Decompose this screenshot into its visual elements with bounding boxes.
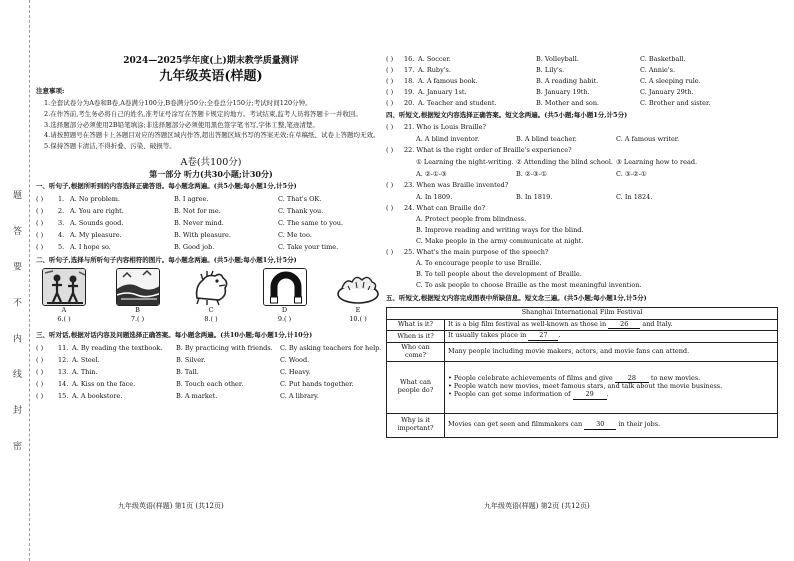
page-1 <box>36 50 386 403</box>
option-b: B. With pleasure. <box>174 230 231 239</box>
answer-bracket[interactable]: ( ) <box>386 98 394 107</box>
table-row <box>387 319 778 331</box>
questions-16-20 <box>386 54 786 109</box>
picture-label: E <box>355 305 361 314</box>
question-number: 2. <box>58 206 65 215</box>
option-b: B. Silver. <box>176 356 206 365</box>
answer-slot[interactable]: 6.( ) <box>57 315 71 324</box>
option-c: C. That's OK. <box>278 194 322 203</box>
question-text: 25. What's the main purpose of the speech? <box>404 248 549 257</box>
row-content <box>445 319 778 331</box>
option-a: A. Sounds good. <box>70 218 124 227</box>
answer-slot[interactable]: 8.( ) <box>204 315 218 324</box>
option-c: C. ③-②-① <box>616 169 647 178</box>
table-row <box>387 343 778 362</box>
binding-margin <box>0 0 30 561</box>
option-c: C. Annie's. <box>640 65 676 74</box>
option-b: B. Mother and son. <box>536 98 600 107</box>
note-item: 4.请按照题号在答题卡上各题目对应的答题区域内作答,超出答题区域书写的答案无效;在草稿纸、试卷上答题均无效。 <box>44 131 380 140</box>
question-row <box>36 391 386 403</box>
option-c: C. A famous writer. <box>616 134 680 143</box>
text: . <box>606 390 609 399</box>
bullet-item: • People watch new movies, meet famous stars, and talk about the movie business. <box>448 382 723 391</box>
option-a: A. A bookstore. <box>72 392 123 401</box>
option-c: C. Brother and sister. <box>640 98 711 107</box>
part-1-title: 第一部分 听力(共30小题;计30分) <box>149 169 273 180</box>
text: Movies can get seen and filmmakers can <box>448 419 583 428</box>
note-item: 1.全套试卷分为A卷和B卷,A卷满分100分,B卷满分50分;全卷总分150分;考试时间120分钟。 <box>44 99 312 108</box>
page-2 <box>386 54 786 438</box>
picture-b <box>114 268 162 325</box>
answer-bracket[interactable]: ( ) <box>36 230 44 239</box>
option-a: A. Ruby's. <box>418 65 451 74</box>
blank-27[interactable]: 27 <box>528 332 558 341</box>
option-a: A. Protect people from blindness. <box>416 215 527 224</box>
text: People celebrate achievements of films and give <box>453 373 613 382</box>
option-c: C. Put hands together. <box>280 380 354 389</box>
text: . <box>558 331 561 340</box>
table-row <box>387 361 778 413</box>
answer-slot[interactable]: 9.( ) <box>277 315 292 324</box>
question-number: 5. <box>58 242 65 251</box>
question-number: 20. <box>404 98 415 107</box>
note-item: 2.在作答前,考生务必将自己的姓名,准考证号涂写在答题卡规定的地方。考试结束,监考人员将答题卡一并收回。 <box>44 109 362 118</box>
option-c: C. By asking teachers for help. <box>280 344 382 353</box>
question-number: 1. <box>58 194 65 203</box>
picture-a <box>40 268 88 325</box>
dragon-image <box>189 268 233 306</box>
question-row <box>36 218 386 230</box>
question-25 <box>386 248 786 259</box>
picture-options <box>36 268 386 325</box>
section-3-heading: 三、听对话,根据对话内容及问题选择正确答案。每小题念两遍。(共10小题;每小题1分,计10分) <box>36 331 313 340</box>
option-a: A. ②-①-③ <box>416 169 447 178</box>
answer-bracket[interactable]: ( ) <box>386 248 394 257</box>
option-b: B. Lily's. <box>536 65 565 74</box>
film-festival-table <box>386 307 778 438</box>
question-21 <box>386 123 786 134</box>
question-number: 11. <box>58 344 69 353</box>
exam-subtitle: 九年级英语(样题) <box>159 68 263 84</box>
walking-people-image <box>42 268 86 306</box>
section-3-questions <box>36 343 386 403</box>
options-22 <box>386 169 786 181</box>
question-text: 21. Who is Louis Braille? <box>404 123 486 132</box>
answer-bracket[interactable]: ( ) <box>36 218 44 227</box>
answer-bracket[interactable]: ( ) <box>386 181 394 190</box>
section-1-questions <box>36 194 386 254</box>
answer-bracket[interactable]: ( ) <box>36 368 44 377</box>
notes-heading: 注意事项: <box>36 87 65 96</box>
question-row <box>386 98 786 109</box>
option-b: B. By practicing with friends. <box>176 344 273 353</box>
option-a: A. By reading the textbook. <box>72 344 163 353</box>
picture-d <box>261 268 309 325</box>
option-b: B. Good job. <box>174 242 215 251</box>
section-5-heading: 五、听短文,根据短文内容完成图表中所缺信息。短文念三遍。(共5小题;每小题1分,计5分) <box>386 293 647 302</box>
answer-bracket[interactable]: ( ) <box>36 356 44 365</box>
table-row <box>387 331 778 343</box>
blank-30[interactable]: 30 <box>584 421 616 430</box>
answer-bracket[interactable]: ( ) <box>36 380 44 389</box>
question-row <box>386 76 786 87</box>
option-a: A. You are right. <box>70 206 124 215</box>
question-number: 4. <box>58 230 65 239</box>
question-row <box>386 54 786 65</box>
answer-bracket[interactable]: ( ) <box>386 65 394 74</box>
question-number: 12. <box>58 356 69 365</box>
option-c: C. A library. <box>280 392 319 401</box>
option-a: A. Kiss on the face. <box>72 380 136 389</box>
answer-bracket[interactable]: ( ) <box>36 194 44 203</box>
picture-c <box>187 268 235 325</box>
exam-title: 2024—2025学年度(上)期末教学质量测评 <box>123 56 299 66</box>
row-content <box>445 361 778 413</box>
section-4-heading: 四、听短文,根据短文内容选择正确答案。短文念两遍。(共5小题;每小题1分,计5分) <box>386 111 628 119</box>
text: People can get some information of <box>453 390 571 399</box>
option-b: B. January 19th. <box>536 87 590 96</box>
text: People watch new movies, meet famous stars, and talk about the movie business. <box>453 382 723 391</box>
question-text: 24. What can Braille do? <box>404 204 486 213</box>
picture-label: B <box>135 305 140 314</box>
row-content <box>445 331 778 343</box>
option-a: A. Thin. <box>72 368 98 377</box>
question-number: 19. <box>404 87 415 96</box>
answer-bracket[interactable]: ( ) <box>36 392 44 401</box>
question-22 <box>386 146 786 157</box>
option-a: A. No problem. <box>70 194 120 203</box>
option-a: A. Steel. <box>72 356 100 365</box>
option-b: B. To tell people about the development of Braille. <box>416 270 582 279</box>
question-row <box>36 355 386 367</box>
row-label: Why is it important? <box>387 413 445 437</box>
options-21 <box>386 134 786 146</box>
option-b: B. ②-③-① <box>516 169 547 178</box>
row-content <box>445 413 778 437</box>
row-label: When is it? <box>387 331 445 343</box>
option-c: C. Wood. <box>280 356 310 365</box>
section-1-heading: 一、听句子,根据所听到的内容选择正确答语。每小题念两遍。(共5小题;每小题1分,计5分) <box>36 182 297 190</box>
blank-29[interactable]: 29 <box>573 391 607 400</box>
question-23 <box>386 181 786 192</box>
question-row <box>36 379 386 391</box>
option-b: B. A blind teacher. <box>516 134 577 143</box>
option-b: B. Never mind. <box>174 218 224 227</box>
answer-bracket[interactable]: ( ) <box>386 87 394 96</box>
row-label: What can people do? <box>387 361 445 413</box>
option-c: C. Me too. <box>278 230 312 239</box>
question-number: 3. <box>58 218 65 227</box>
answer-bracket[interactable]: ( ) <box>386 76 394 85</box>
question-number: 17. <box>404 65 415 74</box>
bullet-item: • People celebrate achievements of films and give 28 to new movies. <box>448 373 701 382</box>
section-a-title: A卷(共100分) <box>180 157 242 169</box>
option-c: C. Heavy. <box>280 368 311 377</box>
blank-26[interactable]: 26 <box>608 321 640 330</box>
answer-slot[interactable]: 10.( ) <box>349 315 367 324</box>
option-c: C. The same to you. <box>278 218 344 227</box>
table-row <box>387 413 778 437</box>
option-a: A. Teacher and student. <box>418 98 497 107</box>
picture-label: A <box>61 305 67 314</box>
option-a: A. To encourage people to use Braille. <box>416 259 542 268</box>
picture-label: D <box>281 305 288 314</box>
option-c: C. January 29th. <box>640 87 694 96</box>
question-number: 18. <box>404 76 415 85</box>
option-a: A. A famous book. <box>418 76 478 85</box>
answer-bracket[interactable]: ( ) <box>36 242 44 251</box>
row-content: Many people including movie makers, actors, and movie fans can attend. <box>445 343 778 362</box>
option-c: C. Take your time. <box>278 242 339 251</box>
item-1: ① Learning the night-writing. <box>416 157 514 166</box>
item-3: ③ Learning how to read. <box>616 157 698 166</box>
question-row <box>36 206 386 218</box>
options-23 <box>386 192 786 204</box>
page-1-footer: 九年级英语(样题) 第1页 (共12页) <box>118 502 224 510</box>
blank-28[interactable]: 28 <box>615 375 649 384</box>
option-b: B. Improve reading and writing ways for the blind. <box>416 226 584 235</box>
question-number: 14. <box>58 380 69 389</box>
option-b: B. Tall. <box>176 368 199 377</box>
option-a: A. My pleasure. <box>70 230 122 239</box>
answer-bracket[interactable]: ( ) <box>386 123 394 132</box>
answer-slot[interactable]: 7.( ) <box>130 315 145 324</box>
option-c: C. Thank you. <box>278 206 324 215</box>
binding-instruction: 题 答 要 不 内 线 封 密 <box>11 190 21 463</box>
question-number: 16. <box>404 54 415 63</box>
text: to new movies. <box>650 373 701 382</box>
question-row <box>36 194 386 206</box>
option-a: A. A blind inventor. <box>416 134 480 143</box>
answer-bracket[interactable]: ( ) <box>386 54 394 63</box>
landscape-image <box>116 268 160 306</box>
question-row <box>386 87 786 98</box>
option-c: C. To ask people to choose Braille as the most meaningful invention. <box>416 281 642 290</box>
text: It is a big film festival as well-known as those in <box>448 319 607 328</box>
question-row <box>386 65 786 76</box>
bullet-item: • People can get some information of 29 . <box>448 390 609 399</box>
text: It usually takes place in <box>448 331 527 340</box>
magnet-image <box>263 268 307 306</box>
option-a: A. Soccer. <box>418 54 451 63</box>
option-b: B. I agree. <box>174 194 209 203</box>
option-b: B. A market. <box>176 392 218 401</box>
option-b: B. Not for me. <box>174 206 221 215</box>
row-label: Who can come? <box>387 343 445 362</box>
question-number: 13. <box>58 368 69 377</box>
option-a: A. I hope so. <box>70 242 111 251</box>
note-item: 3.选择题部分必须使用2B铅笔填涂;非选择题部分必须使用黑色签字笔书写,字体工整,笔迹清楚。 <box>44 120 319 129</box>
picture-label: C <box>208 305 214 314</box>
option-b: B. In 1819. <box>516 192 553 201</box>
option-c: C. In 1824. <box>616 192 653 201</box>
row-label: What is it? <box>387 319 445 331</box>
text: and Italy. <box>642 319 673 328</box>
page-2-footer: 九年级英语(样题) 第2页 (共12页) <box>484 502 590 510</box>
table-title: Shanghai International Film Festival <box>387 307 778 319</box>
option-a: A. In 1809. <box>416 192 453 201</box>
option-c: C. Basketball. <box>640 54 686 63</box>
answer-bracket[interactable]: ( ) <box>386 204 394 213</box>
option-b: B. Volleyball. <box>536 54 579 63</box>
question-24 <box>386 204 786 215</box>
question-text: 23. When was Braille invented? <box>404 181 509 190</box>
item-2: ② Attending the blind school. <box>516 157 613 166</box>
option-c: C. Make people in the army communicate at night. <box>416 237 584 246</box>
items-22 <box>386 157 786 169</box>
option-c: C. A sleeping rule. <box>640 76 701 85</box>
question-row <box>36 343 386 355</box>
section-2-heading: 二、听句子,选择与所听句子内容相符的图片。每小题念两遍。(共5小题;每小题1分,计5分) <box>36 255 297 264</box>
question-row <box>36 230 386 242</box>
question-text: 22. What is the right order of Braille's experience? <box>404 146 572 155</box>
question-row <box>36 242 386 254</box>
option-b: B. Touch each other. <box>176 380 244 389</box>
text: in their jobs. <box>618 419 661 428</box>
answer-bracket[interactable]: ( ) <box>36 206 44 215</box>
dumplings-image <box>336 268 380 306</box>
answer-bracket[interactable]: ( ) <box>386 146 394 155</box>
note-item: 5.保持答题卡清洁,不得折叠、污染、破损等。 <box>44 142 176 151</box>
picture-e <box>334 268 382 325</box>
option-b: B. A reading habit. <box>536 76 599 85</box>
answer-bracket[interactable]: ( ) <box>36 344 44 353</box>
question-row <box>36 367 386 379</box>
question-number: 15. <box>58 392 69 401</box>
option-a: A. January 1st. <box>418 87 467 96</box>
